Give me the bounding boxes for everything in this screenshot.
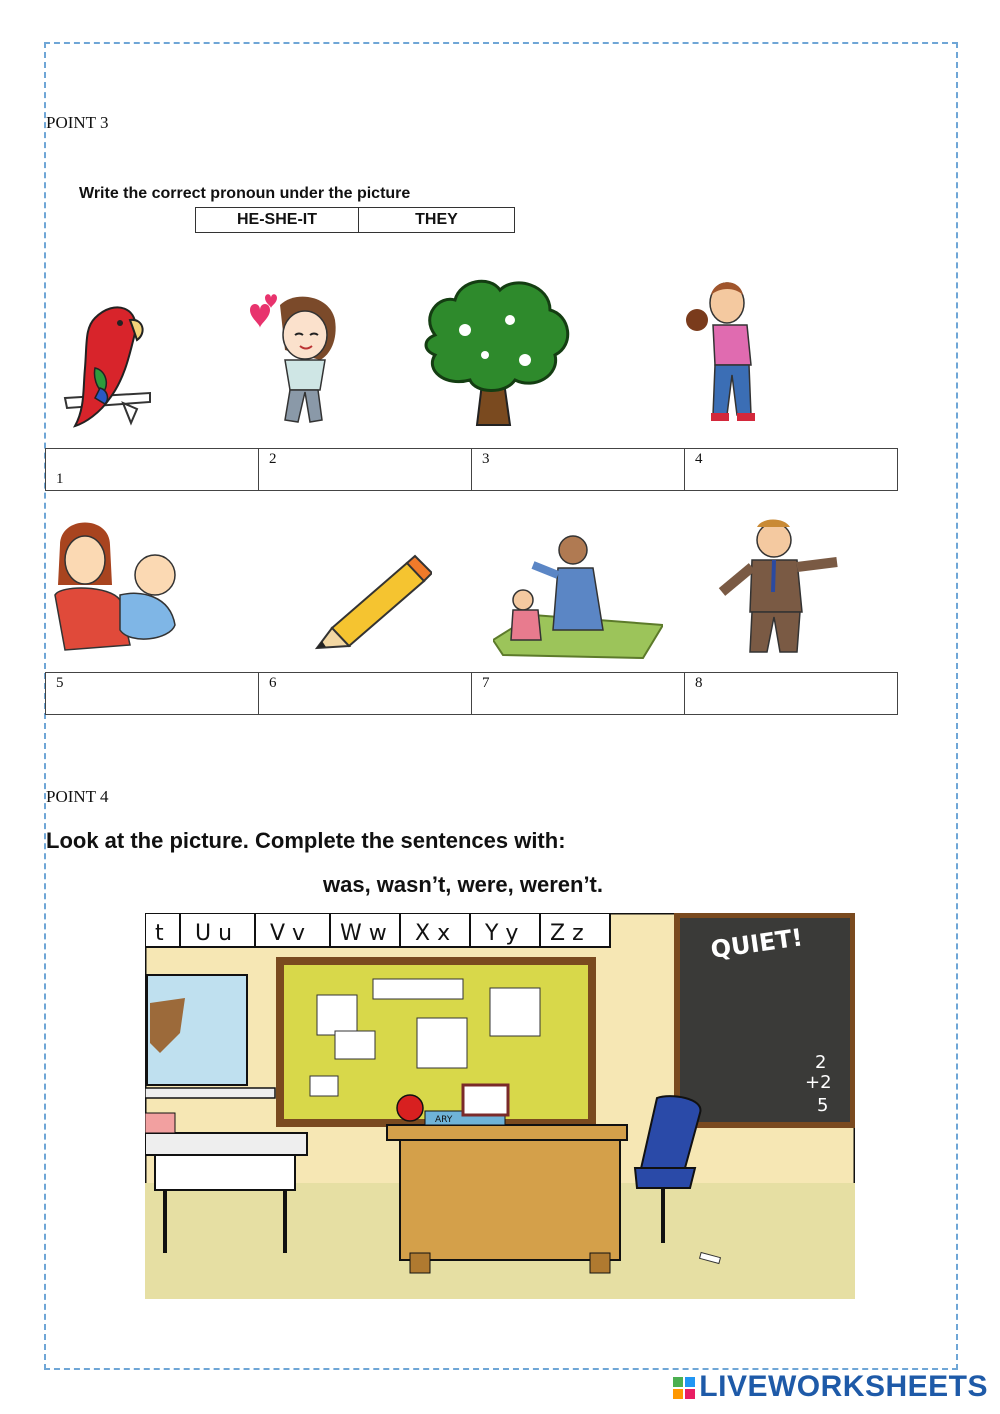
point4-instruction: Look at the picture. Complete the sentences with: [46,828,566,853]
box-number: 6 [269,675,277,691]
pencil-picture [312,553,432,653]
answer-box-4[interactable] [685,449,898,491]
answer-box-8[interactable] [685,673,898,715]
alphabet-letter: t [155,921,164,946]
pronoun-he-she-it: HE-SHE-IT [196,208,359,233]
answer-box-5[interactable] [46,673,259,715]
book-label: ARY [435,1115,453,1125]
man-picture [712,512,847,662]
board-quiet-text: QUIET! [708,923,805,964]
point3-instruction: Write the correct pronoun under the picture [79,185,411,202]
box-number: 5 [56,675,64,691]
tree-picture [415,275,575,430]
alphabet-letter: V v [270,921,306,946]
parrot-picture [55,298,155,428]
point3-title: POINT 3 [46,113,109,132]
answer-box-7[interactable] [472,673,685,715]
father-daughter-picture [493,530,663,660]
alphabet-letter: W w [340,921,387,946]
box-number: 2 [269,451,277,467]
logo-text: LIVEWORKSHEETS [699,1370,988,1403]
boy-picture [685,275,780,430]
point4-title: POINT 4 [46,787,109,806]
pronoun-they: THEY [359,208,515,233]
pronoun-table [195,207,515,233]
box-number: 3 [482,451,490,467]
box-number: 1 [56,471,64,487]
answer-row-2 [45,672,898,715]
answer-box-1[interactable] [46,449,259,491]
alphabet-letter: Z z [550,921,584,946]
board-math: +2 [805,1072,832,1093]
box-number: 4 [695,451,703,467]
answer-box-3[interactable] [472,449,685,491]
mother-baby-picture [50,515,185,655]
liveworksheets-logo [673,1370,988,1404]
girl-picture [240,290,345,430]
classroom-picture [145,913,855,1299]
alphabet-letter: Y y [485,921,519,946]
answer-box-2[interactable] [259,449,472,491]
board-math: 2 [815,1052,827,1073]
box-number: 7 [482,675,490,691]
answer-box-6[interactable] [259,673,472,715]
alphabet-letter: X x [415,921,451,946]
answer-row-1 [45,448,898,491]
logo-icon [673,1377,695,1399]
board-math: 5 [817,1095,829,1116]
box-number: 8 [695,675,703,691]
word-list: was, wasn’t, were, weren’t. [323,872,603,897]
alphabet-letter: U u [195,921,233,946]
